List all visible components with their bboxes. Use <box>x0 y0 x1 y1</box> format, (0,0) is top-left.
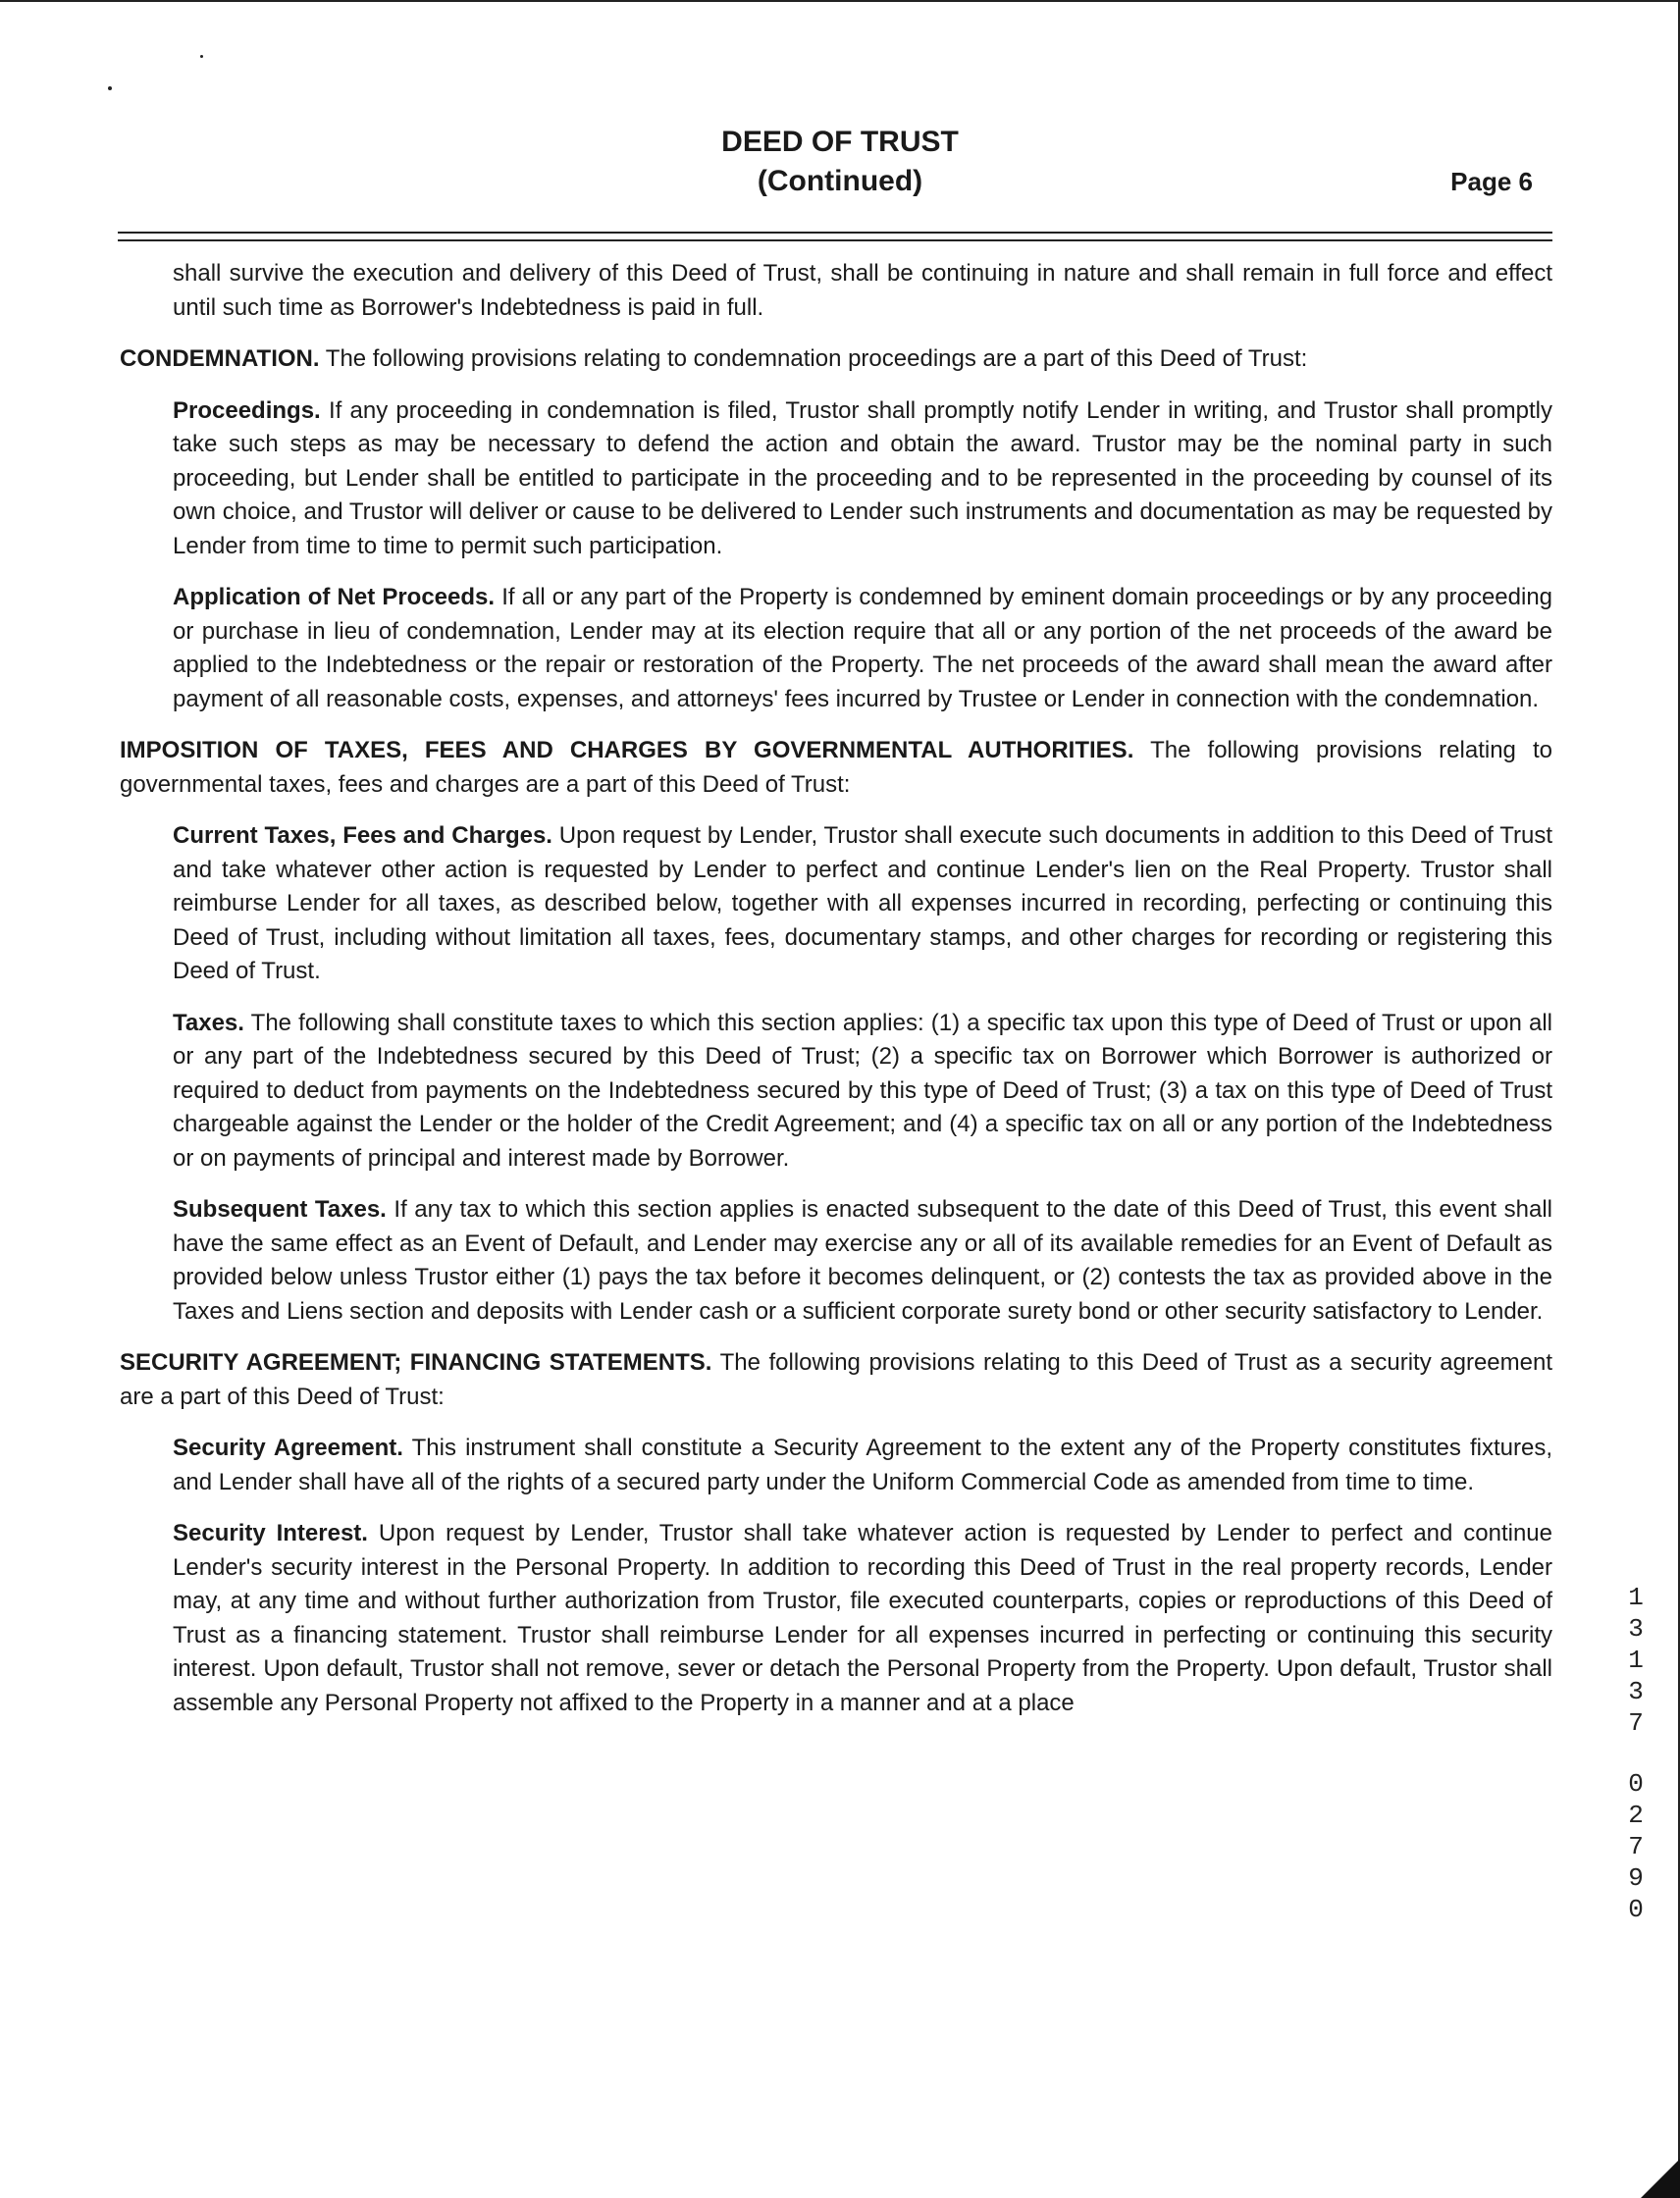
margin-digit: 2 <box>1628 1801 1644 1830</box>
paragraph-text: The following provisions relating to this Deed of Trust as a security agreement are a part of this Deed of Trust: <box>120 1349 1552 1410</box>
paragraph-lead: Taxes. <box>173 1009 244 1036</box>
paragraph-text: shall survive the execution and delivery of this Deed of Trust, shall be continuing in nature and shall remain in full force and effect until such time as Borrower's Indebtedness is paid in full. <box>173 260 1552 321</box>
margin-digit: 3 <box>1628 1677 1644 1706</box>
document-title: DEED OF TRUST <box>721 126 959 158</box>
section-heading-paragraph <box>120 734 1552 802</box>
header-rule-bottom <box>118 239 1552 241</box>
document-subtitle: (Continued) <box>757 165 923 197</box>
page-number: Page 6 <box>1450 167 1533 196</box>
paragraph <box>173 1432 1552 1499</box>
paragraph <box>173 1193 1552 1329</box>
margin-digit: 7 <box>1628 1832 1644 1861</box>
section-heading: IMPOSITION OF TAXES, FEES AND CHARGES BY GOVERNMENTAL AUTHORITIES. <box>120 737 1134 763</box>
paragraph <box>173 1007 1552 1177</box>
section-heading-paragraph <box>120 1346 1552 1414</box>
paragraph-text: Upon request by Lender, Trustor shall take whatever action is requested by Lender to perfect and continue Lender's security interest in the Personal Property. In addition to recording this Deed of Trust in the real property records, Lender may, at any time and without further authorization from Trustor, file executed counterparts, copies or reproductions of this Deed of Trust as a financing statement. Trustor shall reimburse Lender for all expenses incurred in perfecting or continuing this security interest. Upon default, Trustor shall not remove, sever or detach the Personal Property from the Property. Upon default, Trustor shall assemble any Personal Property not affixed to the Property in a manner and at a place <box>173 1520 1552 1716</box>
margin-digit: 1 <box>1628 1583 1644 1612</box>
paragraph-lead: Subsequent Taxes. <box>173 1196 387 1223</box>
margin-digit: 3 <box>1628 1614 1644 1644</box>
paragraph-text: The following provisions relating to governmental taxes, fees and charges are a part of this Deed of Trust: <box>120 737 1553 798</box>
paragraph <box>173 581 1552 716</box>
paragraph-text: The following provisions relating to condemnation proceedings are a part of this Deed of Trust: <box>325 345 1308 372</box>
paragraph-lead: Current Taxes, Fees and Charges. <box>173 822 552 849</box>
margin-digit: 1 <box>1628 1646 1644 1675</box>
paragraph-text: If any proceeding in condemnation is filed, Trustor shall promptly notify Lender in writing, and Trustor shall promptly take such steps as may be necessary to defend the action and obtain the award. Trustor may be the nominal party in such proceeding, but Lender shall be entitled to participate in the proceeding and to be represented in the proceeding by counsel of its own choice, and Trustor will deliver or cause to be delivered to Lender such instruments and documentation as may be requested by Lender from time to time to permit such participation. <box>173 396 1552 559</box>
margin-document-number <box>1621 1582 1651 1925</box>
paragraph-text: If all or any part of the Property is condemned by eminent domain proceedings or by any proceeding or purchase in lieu of condemnation, Lender may at its election require that all or any portion of the net proceeds of the award be applied to the Indebtedness or the repair or restoration of the Property. The net proceeds of the award shall mean the award after payment of all reasonable costs, expenses, and attorneys' fees incurred by Trustee or Lender in connection with the condemnation. <box>173 584 1553 712</box>
paragraph <box>173 819 1552 989</box>
margin-digit: 0 <box>1628 1895 1644 1924</box>
margin-number-gap <box>1621 1739 1651 1768</box>
section-heading-paragraph <box>120 342 1552 377</box>
paragraph <box>173 257 1552 325</box>
document-body <box>120 257 1552 1738</box>
paragraph <box>173 394 1552 564</box>
paragraph-lead: Security Interest. <box>173 1520 368 1546</box>
section-heading: SECURITY AGREEMENT; FINANCING STATEMENTS. <box>120 1349 712 1376</box>
scan-corner-shadow <box>1641 2159 1680 2198</box>
section-heading: CONDEMNATION. <box>120 345 320 372</box>
margin-digit: 7 <box>1628 1708 1644 1738</box>
paragraph-lead: Proceedings. <box>173 396 321 424</box>
margin-digit: 9 <box>1628 1863 1644 1893</box>
scan-top-edge <box>0 0 1680 2</box>
scan-speck <box>108 86 112 90</box>
paragraph-text: The following shall constitute taxes to which this section applies: (1) a specific tax upon this type of Deed of Trust or upon all or any part of the Indebtedness secured by this Deed of Trust; (2) a specific tax on Borrower which Borrower is authorized or required to deduct from payments on the Indebtedness secured by this type of Deed of Trust; (3) a tax on this type of Deed of Trust chargeable against the Lender or the holder of the Credit Agreement; and (4) a specific tax on all or any portion of the Indebtedness or on payments of principal and interest made by Borrower. <box>173 1009 1553 1172</box>
scan-speck <box>200 55 203 58</box>
paragraph-lead: Security Agreement. <box>173 1435 403 1461</box>
paragraph <box>173 1517 1552 1720</box>
paragraph-text: Upon request by Lender, Trustor shall execute such documents in addition to this Deed of Trust and take whatever other action is requested by Lender to perfect and continue Lender's lien on the Real Property. Trustor shall reimburse Lender for all taxes, as described below, together with all expenses incurred in recording, perfecting or continuing this Deed of Trust, including without limitation all taxes, fees, documentary stamps, and other charges for recording or registering this Deed of Trust. <box>173 822 1552 984</box>
paragraph-text: This instrument shall constitute a Security Agreement to the extent any of the Property constitutes fixtures, and Lender shall have all of the rights of a secured party under the Uniform Commercial Code as amended from time to time. <box>173 1435 1553 1495</box>
paragraph-text: If any tax to which this section applies is enacted subsequent to the date of this Deed of Trust, this event shall have the same effect as an Event of Default, and Lender may exercise any or all of its available remedies for an Event of Default as provided below unless Trustor either (1) pays the tax before it becomes delinquent, or (2) contests the tax as provided above in the Taxes and Liens section and deposits with Lender cash or a sufficient corporate surety bond or other security satisfactory to Lender. <box>173 1196 1553 1325</box>
margin-digit: 0 <box>1628 1769 1644 1799</box>
header-rule-top <box>118 232 1552 234</box>
paragraph-lead: Application of Net Proceeds. <box>173 584 496 610</box>
